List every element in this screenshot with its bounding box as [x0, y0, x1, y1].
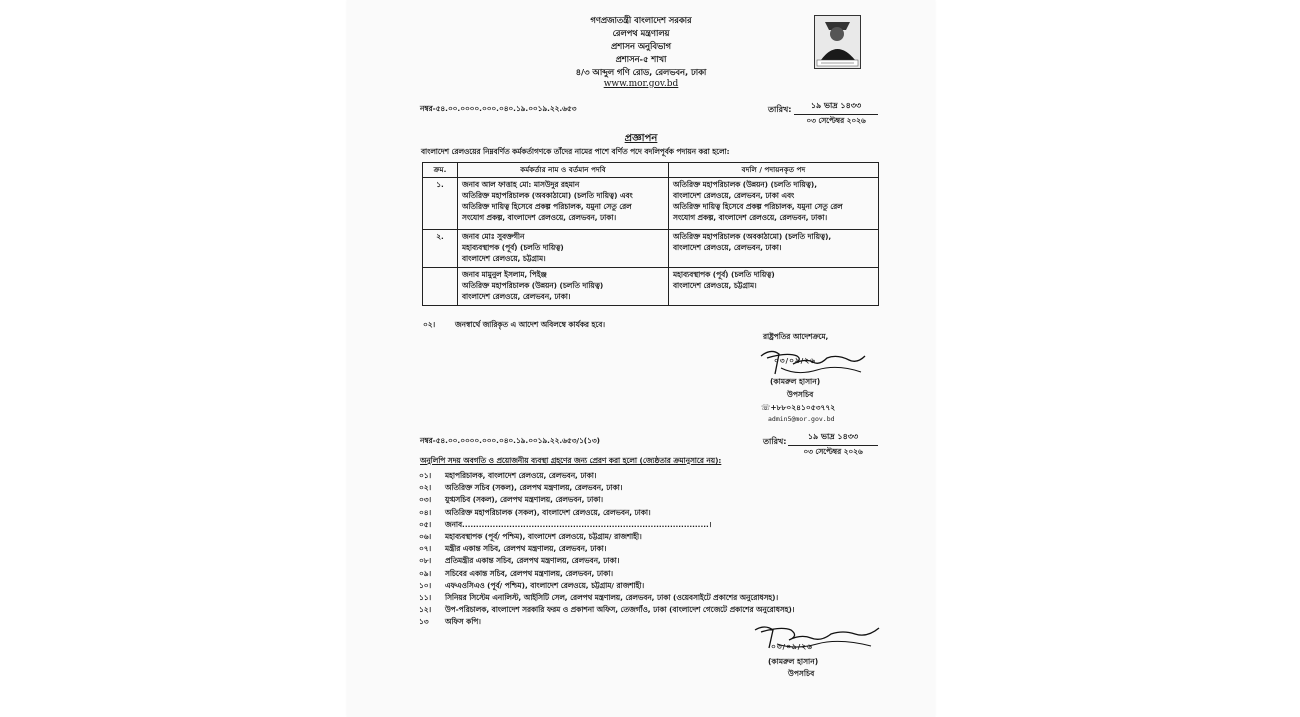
list-item: ১০। এফএওসিএও (পূর্ব/ পশ্চিম), বাংলাদেশ রেলওয়ে, চট্টগ্রাম/ রাজশাহী।: [419, 580, 645, 590]
cell-line: মহাব্যবস্থাপক (পূর্ব) (চলতি দায়িত্ব): [673, 270, 775, 279]
date-english: ০৩ সেপ্টেম্বর ২০২৬: [806, 116, 866, 125]
cell-line: জনাব মামুনুল ইসলাম, পিইঞ্জ: [462, 270, 547, 279]
signatory-name: (কামরুল হাসান): [770, 377, 821, 386]
cell-line: বাংলাদেশ রেলওয়ে, রেলভবন, ঢাকা।: [462, 292, 571, 301]
row-serial: ২.: [423, 230, 458, 268]
list-item: ০৯। সচিবের একান্ত সচিব, রেলপথ মন্ত্রণালয়, রেলভবন, ঢাকা।: [419, 568, 613, 578]
list-item: ০১। মহাপরিচালক, বাংলাদেশ রেলওয়ে, রেলভবন, ঢাকা।: [419, 471, 597, 480]
email-address[interactable]: admin5@mor.gov.bd: [768, 415, 835, 423]
copy-date-label: তারিখ:: [763, 437, 787, 446]
header-current: কর্মকর্তার নাম ও বর্তমান পদবি: [458, 163, 669, 178]
list-item: ০২। অতিরিক্ত সচিব (সকল), রেলপথ মন্ত্রণালয়, রেলভবন, ঢাকা।: [419, 483, 623, 493]
date-label: তারিখ:: [768, 105, 792, 114]
phone-number: ☏+৮৮০২৪১০৫৩৭৭২: [761, 403, 836, 412]
row-current-post: [458, 178, 669, 230]
cell-line: অতিরিক্ত দায়িত্ব হিসেবে প্রকল্প পরিচালক, যমুনা সেতু রেল: [462, 202, 632, 211]
row-new-post: [669, 230, 879, 268]
cell-line: বাংলাদেশ রেলওয়ে, চট্টগ্রাম।: [462, 254, 546, 263]
cell-line: অতিরিক্ত মহাপরিচালক (অবকাঠামো) (চলতি দায়িত্ব) এবং: [462, 191, 633, 200]
list-item: ০৪। অতিরিক্ত মহাপরিচালক (সকল), বাংলাদেশ রেলওয়ে, রেলভবন, ঢাকা।: [419, 507, 651, 517]
signatory-designation: উপসচিব: [787, 390, 814, 399]
cell-line: জনাব মোঃ সুবক্তগীন: [462, 232, 525, 241]
cell-line: বাংলাদেশ রেলওয়ে, চট্টগ্রাম।: [673, 281, 757, 290]
cell-line: বাংলাদেশ রেলওয়ে, রেলভবন, ঢাকা এবং: [673, 191, 795, 200]
list-item: ১৩ অফিস কপি।: [419, 617, 481, 627]
cell-line: বাংলাদেশ রেলওয়ে, রেলভবন, ঢাকা।: [673, 243, 782, 252]
table-row: [423, 230, 879, 268]
signed-date: ০৩/০৯/২৬: [774, 356, 816, 365]
list-item: ০৩। যুগ্মসচিব (সকল), রেলপথ মন্ত্রণালয়, রেলভবন, ঢাকা।: [419, 495, 604, 505]
table-header-row: [423, 163, 879, 178]
table-row: [423, 178, 879, 230]
memo-number: নম্বর-৫৪.০০.০০০০.০০০.০৪০.১৯.০০১৯.২২.৬৫৩: [420, 104, 577, 113]
cell-line: মহাব্যবস্থাপক (পূর্ব) (চলতি দায়িত্ব): [462, 243, 564, 252]
cell-line: জনাব আল ফাত্তাহ মো: মাসউদুর রহমান: [462, 180, 580, 189]
transfer-table: [422, 162, 879, 306]
row-serial: ১.: [423, 178, 458, 230]
para-number: ০২।: [423, 320, 436, 329]
distribution-list: [419, 470, 794, 629]
ministry-name: রেলপথ মন্ত্রণালয়: [612, 28, 670, 38]
header-serial: ক্রম.: [423, 163, 458, 178]
website-link[interactable]: www.mor.gov.bd: [603, 79, 679, 89]
notice-title: প্রজ্ঞাপন: [624, 133, 658, 144]
row-new-post: [669, 178, 879, 230]
cell-line: অতিরিক্ত দায়িত্ব হিসেবে প্রকল্প পরিচালক, যমুনা সেতু রেল: [673, 202, 843, 211]
order-line: রাষ্ট্রপতির আদেশক্রমে,: [763, 332, 829, 341]
govt-name: গণপ্রজাতন্ত্রী বাংলাদেশ সরকার: [590, 15, 692, 25]
cell-line: অতিরিক্ত মহাপরিচালক (উন্নয়ন) (চলতি দায়িত্ব),: [673, 180, 817, 189]
table-row: [423, 268, 879, 306]
signatory-designation-2: উপসচিব: [788, 669, 815, 678]
cell-line: সংযোগ প্রকল্প, বাংলাদেশ রেলওয়ে, রেলভবন, ঢাকা।: [462, 213, 617, 222]
para-text: জনস্বার্থে জারিকৃত এ আদেশ অবিলম্বে কার্যকর হবে।: [455, 320, 605, 329]
cell-line: অতিরিক্ত মহাপরিচালক (অবকাঠামো) (চলতি দায়িত্ব),: [673, 232, 832, 241]
date-bangla: ১৯ ভাদ্র ১৪৩৩: [794, 100, 878, 115]
intro-text: বাংলাদেশ রেলওয়ের নিম্নবর্ণিত কর্মকর্তাগণকে তাঁদের নামের পাশে বর্ণিত পদে বদলিপূর্বক পদায়ন করা হলো:: [421, 147, 730, 156]
list-item: ০৭। মন্ত্রীর একান্ত সচিব, রেলপথ মন্ত্রণালয়, রেলভবন, ঢাকা।: [419, 544, 607, 554]
header-new-post: বদলি / পদায়নকৃত পদ: [669, 163, 879, 178]
cell-line: সংযোগ প্রকল্প, বাংলাদেশ রেলওয়ে, রেলভবন, ঢাকা।: [673, 213, 828, 222]
document-page: [347, 0, 935, 717]
signatory-name-2: (কামরুল হাসান): [768, 657, 819, 666]
signed-date-2: ০৩/০৯/২৬: [771, 642, 813, 651]
list-item: ১১। সিনিয়র সিস্টেম এনালিস্ট, আইসিটি সেল, রেলপথ মন্ত্রণালয়, রেলভবন, ঢাকা (ওয়েবসাইটে প্রকাশের অনুরোধসহ)।: [419, 593, 779, 603]
list-item: ০৮। প্রতিমন্ত্রীর একান্ত সচিব, রেলপথ মন্ত্রণালয়, রেলভবন, ঢাকা।: [419, 556, 620, 566]
row-new-post: [669, 268, 879, 306]
branch-name: প্রশাসন-৫ শাখা: [615, 54, 667, 64]
row-serial: [423, 268, 458, 306]
portrait-photo-icon: [814, 15, 861, 69]
list-item: ০৫। জনাব.........................................................................................।: [419, 519, 712, 529]
list-item: ১২। উপ-পরিচালক, বাংলাদেশ সরকারি ফরম ও প্রকাশনা অফিস, তেজগাঁও, ঢাকা (বাংলাদেশ গেজেটে প্রকাশের অনুরোধসহ)।: [419, 605, 795, 615]
row-current-post: [458, 268, 669, 306]
copy-date-english: ০৩ সেপ্টেম্বর ২০২৬: [803, 447, 863, 456]
copy-date-bangla: ১৯ ভাদ্র ১৪৩৩: [788, 431, 878, 446]
cell-line: অতিরিক্ত মহাপরিচালক (উন্নয়ন) (চলতি দায়িত্ব): [462, 281, 604, 290]
copy-heading: অনুলিপি সদয় অবগতি ও প্রয়োজনীয় ব্যবস্থা গ্রহণের জন্য প্রেরণ করা হলো (জ্যেষ্ঠতার ক্রমানুসারে নয়):: [420, 456, 722, 465]
list-item: ০৬। মহাব্যবস্থাপক (পূর্ব/ পশ্চিম), বাংলাদেশ রেলওয়ে, চট্টগ্রাম/ রাজশাহী।: [419, 532, 642, 542]
division-name: প্রশাসন অনুবিভাগ: [611, 41, 671, 51]
row-current-post: [458, 230, 669, 268]
copy-memo-number: নম্বর-৫৪.০০.০০০০.০০০.০৪০.১৯.০০১৯.২২.৬৫৩/১(১৩): [420, 436, 600, 445]
office-address: ৪/৩ আব্দুল গণি রোড, রেলভবন, ঢাকা: [575, 67, 707, 77]
